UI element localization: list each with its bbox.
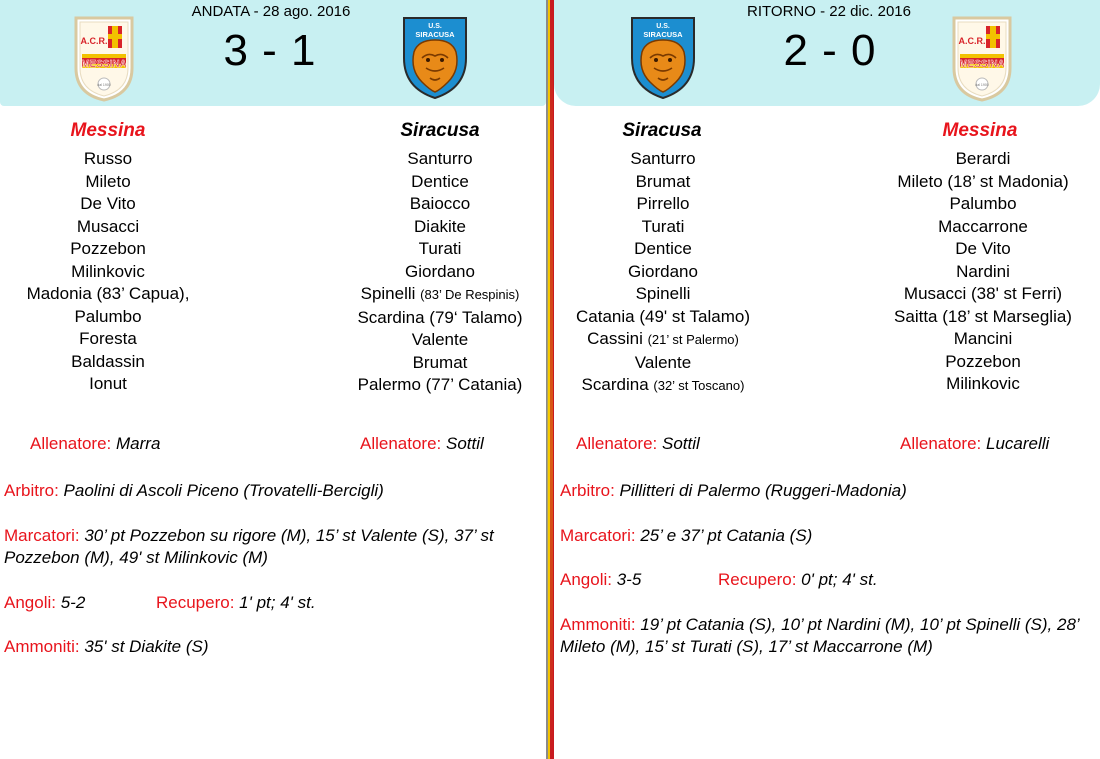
andata-away-team: Siracusa	[400, 120, 480, 141]
player-name: Diakite	[414, 216, 466, 236]
ritorno-home-team: Siracusa	[622, 120, 702, 141]
player-name: Cassini	[587, 329, 643, 348]
player-item	[556, 148, 770, 171]
player-item	[556, 328, 770, 352]
player-name: Dentice	[411, 171, 469, 191]
player-name: Berardi	[955, 149, 1011, 168]
player-item	[4, 193, 212, 216]
player-name: Palermo (77’ Catania)	[357, 375, 523, 394]
player-item	[4, 351, 212, 374]
player-name: Turati	[418, 239, 462, 258]
messina-logo-main: MESSINA	[81, 59, 127, 70]
andata-home-coach: Allenatore: Marra	[30, 434, 161, 453]
player-item	[336, 148, 544, 171]
andata-header	[0, 0, 546, 106]
player-item	[872, 306, 1094, 329]
player-item	[4, 283, 212, 306]
player-item	[872, 283, 1094, 306]
ritorno-label: RITORNO - 22 dic. 2016	[747, 3, 911, 20]
messina-logo-top: A.C.R.	[80, 36, 108, 46]
siracusa-logo	[400, 12, 470, 102]
player-item	[872, 328, 1094, 351]
player-name: Valente	[634, 352, 692, 372]
player-name: Pirrello	[636, 194, 690, 213]
player-name: Spinelli	[360, 284, 416, 303]
player-item	[4, 171, 212, 194]
player-name: Musacci (38' st Ferri)	[903, 284, 1063, 303]
player-item	[4, 306, 212, 329]
messina-logo	[72, 14, 136, 102]
ritorno-away-lineup	[872, 148, 1094, 396]
player-item	[556, 283, 770, 306]
player-name: Valente	[411, 330, 469, 349]
player-name: Dentice	[634, 239, 692, 258]
player-name: Palumbo	[74, 306, 142, 326]
player-name: Saitta (18’ st Marseglia)	[894, 306, 1072, 326]
player-name: Turati	[641, 216, 685, 236]
player-item	[556, 216, 770, 239]
player-item	[336, 352, 544, 375]
player-name: Ionut	[89, 374, 127, 393]
player-item	[556, 306, 770, 329]
siracusa-logo-main: SIRACUSA	[415, 30, 455, 39]
messina-logo-top: A.C.R.	[958, 36, 986, 46]
player-name: Brumat	[412, 352, 468, 372]
player-name: Musacci	[76, 216, 140, 236]
andata-home-team: Messina	[70, 120, 146, 141]
ritorno-away-team: Messina	[942, 120, 1018, 141]
messina-logo-bottom: dal 1900	[975, 83, 989, 87]
ritorno-header	[554, 0, 1100, 106]
andata-away-lineup	[336, 148, 544, 397]
player-name: Maccarrone	[938, 216, 1028, 236]
player-item	[872, 373, 1094, 396]
ritorno-score: 2 - 0	[783, 26, 877, 75]
ritorno-home-lineup	[556, 148, 770, 398]
messina-logo	[950, 14, 1014, 102]
andata-marcatori: Marcatori: 30’ pt Pozzebon su rigore (M), 15’ st Valente (S), 37’ st Pozzebon (M), 49' st Milinkovic (M)	[4, 526, 494, 567]
player-item	[336, 171, 544, 194]
player-item	[336, 238, 544, 261]
player-substitution: (83’ De Respinis)	[420, 287, 520, 302]
player-item	[336, 193, 544, 216]
ritorno-ammoniti: Ammoniti: 19’ pt Catania (S), 10’ pt Nardini (M), 10’ pt Spinelli (S), 28’ Mileto (M), 15’ st Turati (S), 17’ st Maccarrone (M)	[560, 615, 1079, 656]
andata-recupero: Recupero: 1' pt; 4' st.	[156, 593, 316, 612]
player-name: Mileto (18’ st Madonia)	[897, 171, 1069, 191]
ritorno-arbitro: Arbitro: Pillitteri di Palermo (Ruggeri-Madonia)	[560, 481, 907, 500]
siracusa-logo	[628, 12, 698, 102]
andata-angoli: Angoli: 5-2	[4, 593, 86, 612]
player-item	[336, 374, 544, 397]
player-item	[4, 148, 212, 171]
player-name: De Vito	[80, 194, 136, 213]
player-name: Brumat	[635, 171, 691, 191]
siracusa-logo-main: SIRACUSA	[643, 30, 683, 39]
player-item	[336, 329, 544, 352]
andata-away-coach: Allenatore: Sottil	[360, 434, 484, 453]
center-divider	[546, 0, 554, 759]
player-name: Scardina	[581, 375, 649, 394]
player-name: Baiocco	[409, 194, 471, 213]
player-item	[872, 261, 1094, 284]
player-item	[4, 373, 212, 396]
player-name: Russo	[83, 149, 133, 168]
andata-score: 3 - 1	[223, 26, 317, 75]
player-name: Spinelli	[635, 284, 691, 303]
player-name: Scardina (79‘ Talamo)	[357, 307, 523, 327]
messina-logo-bottom: dal 1900	[97, 83, 111, 87]
player-name: Baldassin	[71, 351, 145, 371]
ritorno-away-coach: Allenatore: Lucarelli	[900, 434, 1050, 453]
player-name: Milinkovic	[71, 261, 145, 281]
player-name: Catania (49' st Talamo)	[576, 306, 750, 326]
player-item	[4, 328, 212, 351]
player-item	[556, 352, 770, 375]
player-item	[556, 261, 770, 284]
player-item	[336, 307, 544, 330]
player-name: Pozzebon	[945, 351, 1021, 371]
player-item	[4, 216, 212, 239]
player-substitution: (21’ st Palermo)	[647, 332, 739, 347]
messina-logo-main: MESSINA	[959, 59, 1005, 70]
player-item	[556, 374, 770, 398]
player-name: Milinkovic	[946, 374, 1020, 393]
ritorno-home-coach: Allenatore: Sottil	[576, 434, 700, 453]
andata-home-lineup	[4, 148, 212, 396]
player-name: De Vito	[955, 239, 1011, 258]
ritorno-angoli: Angoli: 3-5	[560, 570, 642, 589]
player-item	[872, 238, 1094, 261]
player-item	[336, 216, 544, 239]
andata-panel	[0, 0, 546, 759]
player-name: Mancini	[953, 329, 1013, 348]
player-name: Foresta	[79, 329, 137, 348]
player-name: Nardini	[956, 261, 1010, 281]
andata-label: ANDATA - 28 ago. 2016	[191, 3, 351, 20]
player-item	[556, 171, 770, 194]
player-item	[4, 261, 212, 284]
player-item	[872, 216, 1094, 239]
siracusa-logo-top: U.S.	[428, 23, 442, 30]
ritorno-panel	[554, 0, 1100, 759]
player-name: Palumbo	[949, 194, 1017, 213]
player-item	[4, 238, 212, 261]
player-name: Pozzebon	[70, 239, 146, 258]
player-item	[556, 193, 770, 216]
player-name: Giordano	[405, 261, 475, 281]
ritorno-marcatori: Marcatori: 25’ e 37’ pt Catania (S)	[560, 526, 813, 545]
player-name: Giordano	[628, 261, 698, 281]
andata-arbitro: Arbitro: Paolini di Ascoli Piceno (Trovatelli-Bercigli)	[4, 481, 384, 500]
player-name: Mileto	[85, 171, 131, 191]
player-name: Madonia (83’ Capua),	[26, 284, 190, 303]
player-item	[336, 283, 544, 307]
player-substitution: (32’ st Toscano)	[653, 378, 745, 393]
siracusa-logo-top: U.S.	[656, 23, 670, 30]
ritorno-recupero: Recupero: 0' pt; 4' st.	[718, 570, 878, 589]
player-item	[336, 261, 544, 284]
player-name: Santurro	[630, 149, 696, 168]
player-item	[872, 171, 1094, 194]
player-item	[556, 238, 770, 261]
player-item	[872, 193, 1094, 216]
andata-ammoniti: Ammoniti: 35' st Diakite (S)	[4, 637, 209, 656]
player-item	[872, 148, 1094, 171]
player-name: Santurro	[407, 149, 473, 168]
player-item	[872, 351, 1094, 374]
